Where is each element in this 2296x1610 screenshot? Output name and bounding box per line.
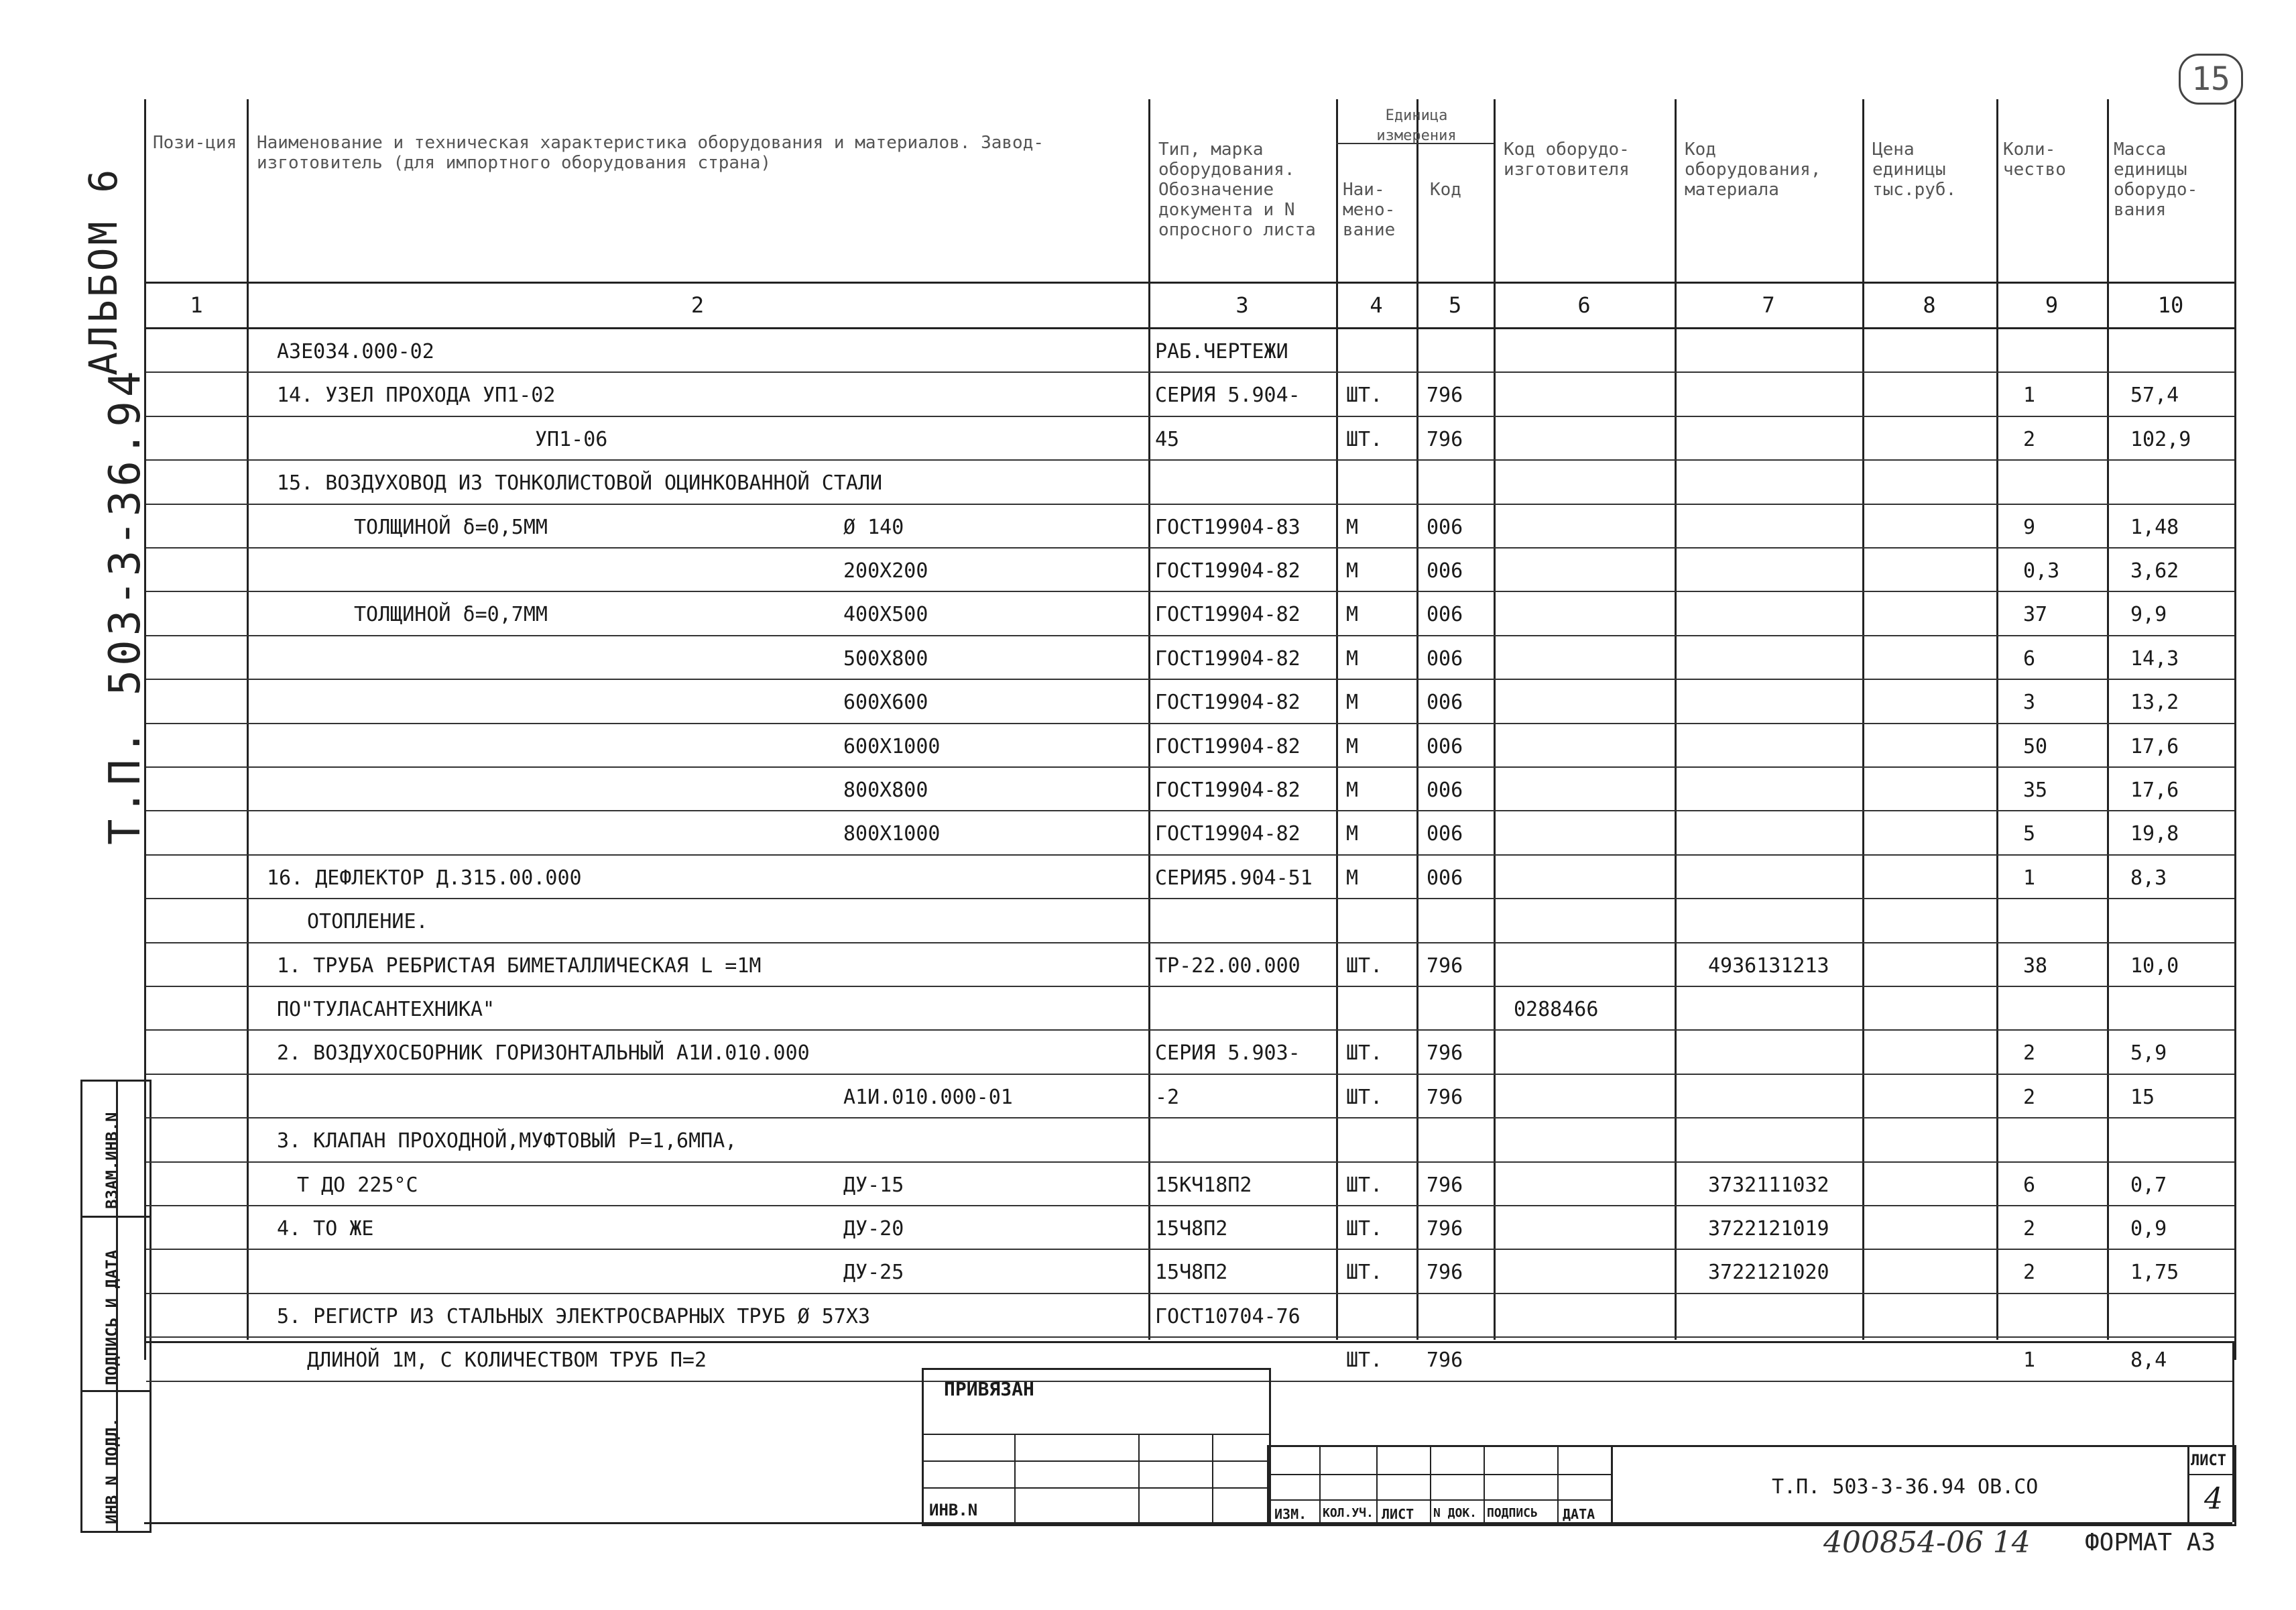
cell-type: ГОСТ19904-83: [1155, 515, 1301, 539]
cell-name: ТОЛЩИНОЙ δ=0,7ММ: [354, 603, 548, 627]
cell-name2: 600Х600: [843, 691, 928, 715]
colnum-3: 3: [1235, 292, 1249, 318]
cell-name: ПО"ТУЛАСАНТЕХНИКА": [277, 998, 495, 1021]
album-label: АЛЬБОМ 6: [80, 166, 126, 376]
cell-unit: ШТ.: [1346, 427, 1383, 451]
cell-type: ГОСТ19904-82: [1155, 559, 1301, 583]
colnum-6: 6: [1577, 292, 1591, 318]
colnum-7: 7: [1762, 292, 1775, 318]
cell-unit: М: [1346, 734, 1359, 758]
colnum-9: 9: [2045, 292, 2059, 318]
cell-code: 796: [1427, 954, 1463, 978]
colnum-2: 2: [690, 292, 705, 318]
cell-unit: ШТ.: [1346, 1173, 1383, 1197]
stamp-cell-replace: ВЗАМ.ИНВ.N: [103, 1112, 121, 1209]
cell-name: 15. ВОЗДУХОВОД ИЗ ТОНКОЛИСТОВОЙ ОЦИНКОВАННОЙ СТАЛИ: [277, 471, 883, 496]
cell-mass: 15: [2130, 1085, 2155, 1109]
cell-qty: 2: [2023, 427, 2036, 451]
sheet-number: 4: [2204, 1482, 2223, 1516]
colnum-1: 1: [190, 292, 203, 318]
colnum-4: 4: [1370, 292, 1383, 318]
cell-name2: 500Х800: [843, 646, 928, 671]
cell-qty: 35: [2023, 779, 2048, 802]
header-position: Пози-ция: [153, 133, 237, 153]
project-number-side: Т.П. 503-3-36.94: [101, 367, 150, 845]
cell-code: 006: [1427, 734, 1463, 758]
cell-maker: 0288466: [1514, 998, 1599, 1021]
cell-type: 45: [1155, 427, 1180, 451]
cell-name2: А1И.010.000-01: [843, 1085, 1013, 1109]
cell-mass: 1,75: [2130, 1261, 2179, 1285]
cell-unit: ШТ.: [1346, 1085, 1383, 1109]
cell-name: ТОЛЩИНОЙ δ=0,5ММ: [354, 515, 548, 539]
table-bottom-border: [144, 1341, 2232, 1343]
cell-unit: ШТ.: [1346, 954, 1383, 978]
header-unit-group: Единица измерения: [1376, 107, 1457, 144]
cell-code: 006: [1427, 779, 1463, 802]
cell-mass: 8,3: [2130, 866, 2167, 890]
cell-name2: 800Х800: [843, 779, 928, 802]
cell-name2: 800Х1000: [843, 822, 941, 846]
header-mass: Масса единицы оборудо-вания: [2114, 139, 2198, 220]
cell-code: 006: [1427, 603, 1463, 627]
cell-name: 4. ТО ЖЕ: [277, 1217, 374, 1241]
cell-matcode: 3722121019: [1708, 1217, 1829, 1241]
bottom-border: [144, 1522, 2232, 1524]
cell-code: 006: [1427, 646, 1463, 671]
cell-qty: 5: [2023, 822, 2036, 846]
tb-data-label: ДАТА: [1563, 1506, 1595, 1522]
cell-type: -2: [1155, 1085, 1180, 1109]
cell-code: 796: [1427, 427, 1463, 451]
cell-code: 006: [1427, 691, 1463, 715]
cell-qty: 6: [2023, 646, 2036, 671]
cell-qty: 1: [2023, 384, 2036, 408]
cell-matcode: 4936131213: [1708, 954, 1829, 978]
cell-qty: 50: [2023, 734, 2048, 758]
cell-unit: ШТ.: [1346, 1261, 1383, 1285]
cell-qty: 1: [2023, 866, 2036, 890]
cell-type: ГОСТ19904-82: [1155, 822, 1301, 846]
cell-mass: 3,62: [2130, 559, 2179, 583]
cell-code: 796: [1427, 1261, 1463, 1285]
tb-izm-label: ИЗМ.: [1274, 1506, 1307, 1522]
cell-name2: 200Х200: [843, 559, 928, 583]
cell-type: ТР-22.00.000: [1155, 954, 1301, 978]
cell-name2: ДУ-15: [843, 1173, 904, 1197]
cell-qty: 3: [2023, 691, 2036, 715]
colnum-8: 8: [1923, 292, 1936, 318]
cell-mass: 19,8: [2130, 822, 2179, 846]
cell-qty: 9: [2023, 515, 2036, 539]
cell-mass: 5,9: [2130, 1041, 2167, 1066]
sheet-label: ЛИСТ: [2191, 1452, 2226, 1469]
cell-name2: ДУ-25: [843, 1261, 904, 1285]
cell-name2: 600Х1000: [843, 734, 941, 758]
cell-code: 006: [1427, 515, 1463, 539]
cell-matcode: 3722121020: [1708, 1261, 1829, 1285]
document-designation: Т.П. 503-3-36.94 ОВ.СО: [1772, 1475, 2039, 1499]
cell-unit: М: [1346, 603, 1359, 627]
privyazan-block: [922, 1368, 1271, 1526]
cell-name: Т ДО 225°С: [297, 1173, 418, 1197]
cell-type: ГОСТ19904-82: [1155, 646, 1301, 671]
cell-qty: 0,3: [2023, 559, 2060, 583]
header-price: Цена единицы тыс.руб.: [1872, 139, 1957, 200]
stamp-cell-inv: ИНВ N ПОДЛ.: [103, 1418, 121, 1524]
colnum-5: 5: [1448, 292, 1462, 318]
cell-name2: Ø 140: [843, 515, 904, 539]
cell-mass: 13,2: [2130, 691, 2179, 715]
cell-mass: 9,9: [2130, 603, 2167, 627]
cell-unit: ШТ.: [1346, 1041, 1383, 1066]
cell-qty: 1: [2023, 1348, 2036, 1373]
cell-type: 15КЧ18П2: [1155, 1173, 1252, 1197]
cell-name: 5. РЕГИСТР ИЗ СТАЛЬНЫХ ЭЛЕКТРОСВАРНЫХ ТРУБ Ø 57Х3: [277, 1304, 871, 1328]
cell-mass: 0,9: [2130, 1217, 2167, 1241]
header-name: Наименование и техническая характеристика оборудования и материалов. Завод-изготовитель (для импортного оборудования страна): [257, 133, 1044, 173]
cell-name: 16. ДЕФЛЕКТОР Д.315.00.000: [267, 866, 582, 890]
cell-code: 796: [1427, 1173, 1463, 1197]
cell-code: 796: [1427, 1217, 1463, 1241]
cell-code: 006: [1427, 866, 1463, 890]
cell-name2: 400Х500: [843, 603, 928, 627]
cell-name: УП1-06: [535, 427, 608, 451]
cell-qty: 37: [2023, 603, 2048, 627]
header-unit-name: Наи-мено-вание: [1343, 180, 1396, 240]
cell-type: ГОСТ19904-82: [1155, 734, 1301, 758]
cell-type: СЕРИЯ 5.903-: [1155, 1041, 1301, 1066]
cell-code: 796: [1427, 1041, 1463, 1066]
tb-list-label: ЛИСТ: [1382, 1506, 1414, 1522]
cell-type: 15Ч8П2: [1155, 1217, 1228, 1241]
tb-ndok-label: N ДОК.: [1433, 1506, 1477, 1520]
cell-unit: М: [1346, 822, 1359, 846]
cell-name: 3. КЛАПАН ПРОХОДНОЙ,МУФТОВЫЙ Р=1,6МПА,: [277, 1129, 737, 1153]
tb-podpis-label: ПОДПИСЬ: [1487, 1506, 1538, 1520]
cell-type: РАБ.ЧЕРТЕЖИ: [1155, 340, 1288, 363]
header-qty: Коли-чество: [2003, 139, 2066, 180]
inv-number-label: ИНВ.N: [929, 1501, 978, 1519]
cell-unit: М: [1346, 779, 1359, 802]
cell-code: 796: [1427, 384, 1463, 408]
cell-type: ГОСТ19904-82: [1155, 779, 1301, 802]
cell-qty: 2: [2023, 1217, 2036, 1241]
cell-type: ГОСТ10704-76: [1155, 1304, 1301, 1328]
cell-qty: 2: [2023, 1261, 2036, 1285]
handwritten-inventory-code: 400854-06 14: [1823, 1526, 2031, 1560]
inventory-stamp-column: [80, 1080, 152, 1533]
cell-matcode: 3732111032: [1708, 1173, 1829, 1197]
cell-mass: 1,48: [2130, 515, 2179, 539]
title-block: [1267, 1445, 2236, 1526]
cell-unit: М: [1346, 646, 1359, 671]
cell-qty: 38: [2023, 954, 2048, 978]
cell-type: 15Ч8П2: [1155, 1261, 1228, 1285]
stamp-cell-sign: ПОДПИСЬ И ДАТА: [82, 1216, 149, 1392]
cell-unit: М: [1346, 691, 1359, 715]
cell-code: 006: [1427, 559, 1463, 583]
cell-qty: 6: [2023, 1173, 2036, 1197]
cell-type: ГОСТ19904-82: [1155, 603, 1301, 627]
cell-name: ДЛИНОЙ 1М, С КОЛИЧЕСТВОМ ТРУБ П=2: [307, 1348, 707, 1373]
cell-mass: 10,0: [2130, 954, 2179, 978]
header-material-code: Код оборудования, материала: [1685, 139, 1821, 200]
cell-mass: 8,4: [2130, 1348, 2167, 1373]
cell-code: 796: [1427, 1085, 1463, 1109]
cell-name: А3Е034.000-02: [277, 340, 434, 363]
cell-mass: 17,6: [2130, 779, 2179, 802]
cell-code: 006: [1427, 822, 1463, 846]
cell-mass: 17,6: [2130, 734, 2179, 758]
cell-mass: 14,3: [2130, 646, 2179, 671]
cell-unit: М: [1346, 866, 1359, 890]
cell-mass: 57,4: [2130, 384, 2179, 408]
cell-unit: М: [1346, 515, 1359, 539]
cell-code: 796: [1427, 1348, 1463, 1373]
cell-unit: ШТ.: [1346, 384, 1383, 408]
privyazan-label: ПРИВЯЗАН: [944, 1378, 1034, 1400]
cell-qty: 2: [2023, 1041, 2036, 1066]
colnum-10: 10: [2157, 292, 2184, 318]
cell-unit: М: [1346, 559, 1359, 583]
cell-type: СЕРИЯ5.904-51: [1155, 866, 1313, 890]
cell-name: ОТОПЛЕНИЕ.: [307, 910, 428, 934]
cell-unit: ШТ.: [1346, 1217, 1383, 1241]
cell-name: 14. УЗЕЛ ПРОХОДА УП1-02: [277, 384, 556, 408]
format-label: ФОРМАТ А3: [2085, 1529, 2216, 1556]
cell-name2: ДУ-20: [843, 1217, 904, 1241]
cell-type: СЕРИЯ 5.904-: [1155, 384, 1301, 408]
specification-table: [144, 99, 2236, 1373]
cell-mass: 102,9: [2130, 427, 2191, 451]
tb-kolych-label: КОЛ.УЧ.: [1323, 1506, 1374, 1520]
cell-name: 1. ТРУБА РЕБРИСТАЯ БИМЕТАЛЛИЧЕСКАЯ L =1М: [277, 954, 762, 978]
header-unit-code: Код: [1430, 180, 1461, 200]
sheet-top-number: 15: [2179, 54, 2243, 105]
header-maker-code: Код оборудо-изготовителя: [1504, 139, 1630, 180]
cell-unit: ШТ.: [1346, 1348, 1383, 1373]
cell-name: 2. ВОЗДУХОСБОРНИК ГОРИЗОНТАЛЬНЫЙ А1И.010.000: [277, 1041, 810, 1066]
cell-qty: 2: [2023, 1085, 2036, 1109]
cell-mass: 0,7: [2130, 1173, 2167, 1197]
header-type: Тип, марка оборудования. Обозначение документа и N опросного листа: [1158, 139, 1316, 240]
cell-type: ГОСТ19904-82: [1155, 691, 1301, 715]
